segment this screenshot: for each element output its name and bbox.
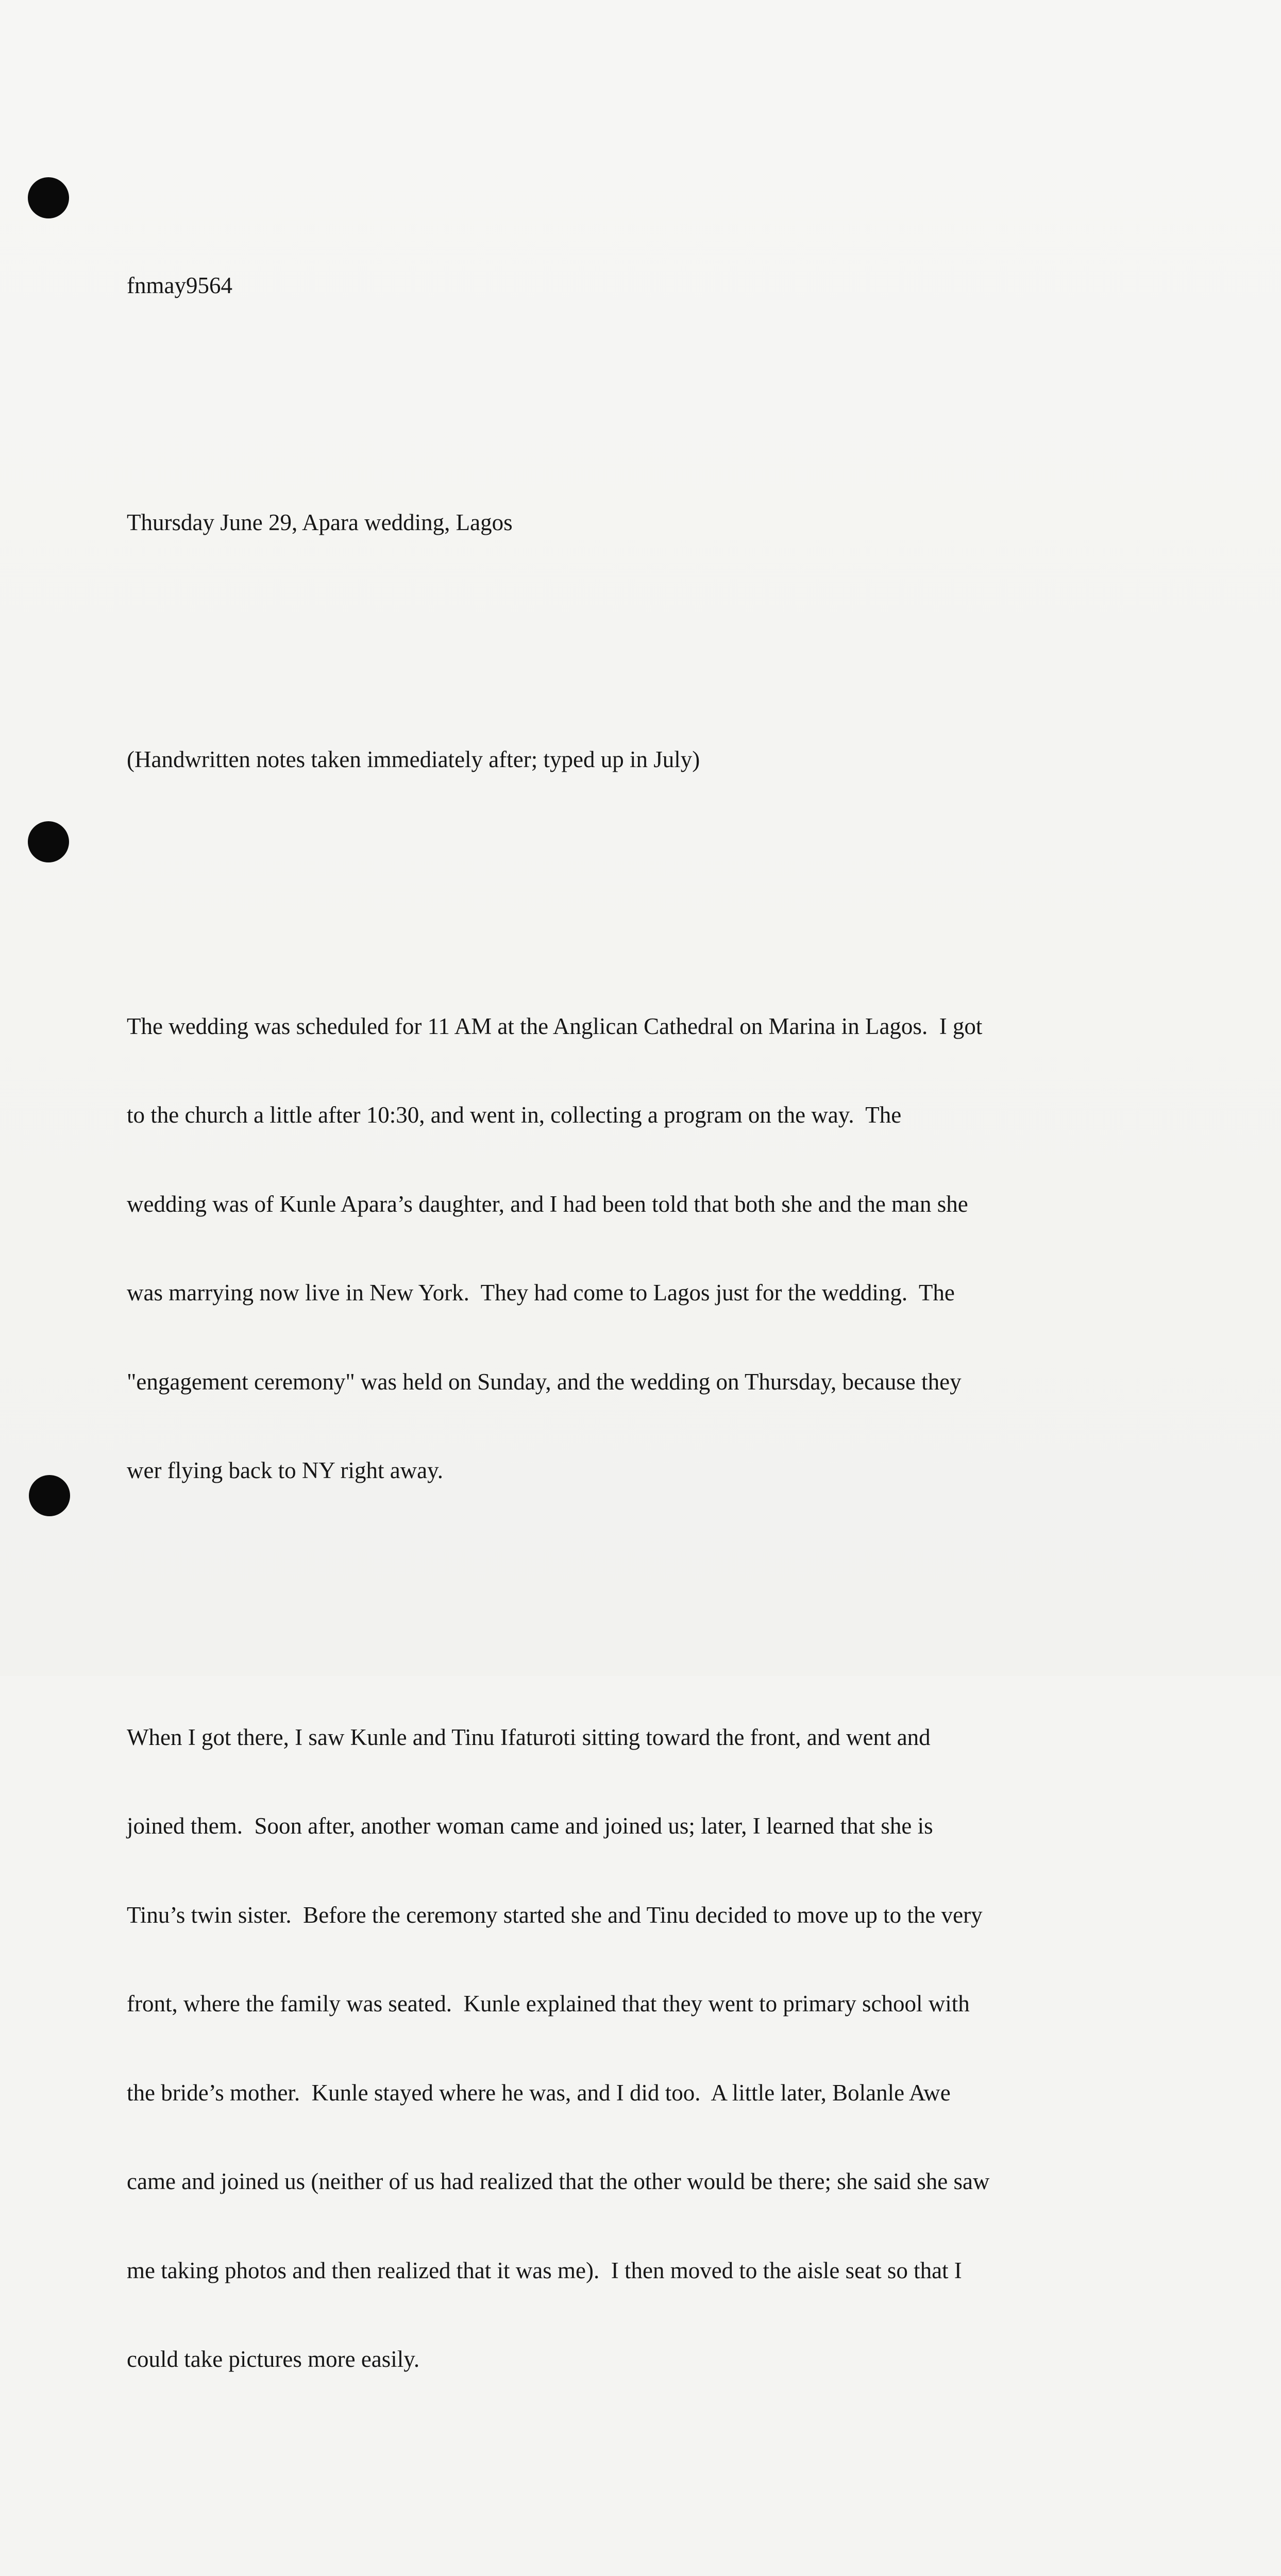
paragraph-1 [127,953,1116,1545]
document-note: (Handwritten notes taken immediately after; typed up in July) [127,686,1116,834]
paragraph-line: wedding was of Kunle Apara’s daughter, and I had been told that both she and the man she [127,1190,1116,1219]
binder-hole-middle [28,821,69,862]
paragraph-line: was marrying now live in New York. They had come to Lagos just for the wedding. The [127,1278,1116,1308]
paragraph-line: me taking photos and then realized that it was me). I then moved to the aisle seat so that I [127,2256,1116,2286]
paragraph-line: the bride’s mother. Kunle stayed where he was, and I did too. A little later, Bolanle Awe [127,2078,1116,2108]
paragraph-line: front, where the family was seated. Kunle explained that they went to primary school with [127,1989,1116,2019]
paragraph-line: to the church a little after 10:30, and went in, collecting a program on the way. The [127,1100,1116,1130]
paragraph-line: "engagement ceremony" was held on Sunday, and the wedding on Thursday, because they [127,1367,1116,1397]
paragraph-line: wer flying back to NY right away. [127,1456,1116,1486]
paragraph-line: Tinu’s twin sister. Before the ceremony started she and Tinu decided to move up to the very [127,1901,1116,1930]
document-heading: Thursday June 29, Apara wedding, Lagos [127,449,1116,597]
paragraph-line: came and joined us (neither of us had realized that the other would be there; she said she saw [127,2167,1116,2197]
paragraph-3 [127,2552,1116,2576]
document-id: fnmay9564 [127,212,1116,360]
binder-hole-top [28,177,69,218]
paragraph-line: The wedding was scheduled for 11 AM at the Anglican Cathedral on Marina in Lagos. I got [127,1012,1116,1042]
binder-hole-bottom [29,1475,70,1516]
paragraph-line: joined them. Soon after, another woman came and joined us; later, I learned that she is [127,1811,1116,1841]
paragraph-line: When I got there, I saw Kunle and Tinu Ifaturoti sitting toward the front, and went and [127,1723,1116,1753]
paragraph-2 [127,1664,1116,2434]
document-body [127,152,1116,2576]
paragraph-line: could take pictures more easily. [127,2345,1116,2375]
